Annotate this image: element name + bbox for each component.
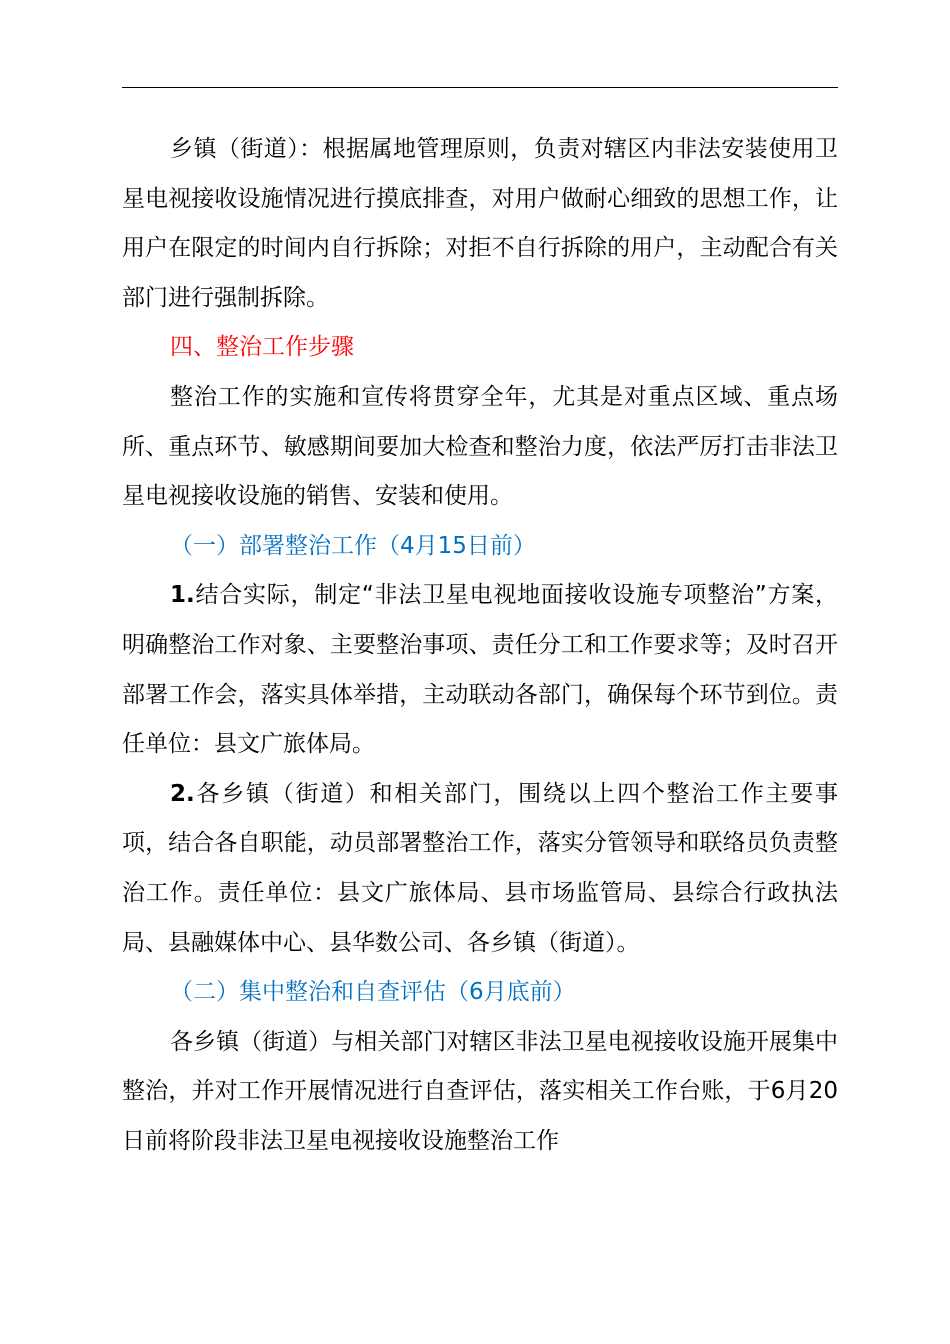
section-heading-steps: 四、整治工作步骤	[170, 334, 354, 361]
paragraph-item-1	[122, 571, 838, 769]
item-text-2: 各乡镇（街道）和相关部门，围绕以上四个整治工作主要事项，结合各自职能，动员部署整治工作，落实分管领导和联络员负责整治工作。责任单位：县文广旅体局、县市场监管局、县综合行政执法局、县融媒体中心、县华数公司、各乡镇（街道）。	[122, 780, 838, 956]
subheading-concentrated: （二）集中整治和自查评估（6月底前）	[170, 979, 576, 1006]
subheading-deploy: （一）部署整治工作（4月15日前）	[170, 532, 536, 559]
paragraph-concentrated: 各乡镇（街道）与相关部门对辖区非法卫星电视接收设施开展集中整治，并对工作开展情况进行自查评估，落实相关工作台账，于6月20日前将阶段非法卫星电视接收设施整治工作	[122, 1028, 838, 1154]
item-number-2: 2.	[170, 780, 195, 807]
document-body	[122, 125, 838, 1166]
paragraph-township-duty: 乡镇（街道）：根据属地管理原则，负责对辖区内非法安装使用卫星电视接收设施情况进行摸底排查，对用户做耐心细致的思想工作，让用户在限定的时间内自行拆除；对拒不自行拆除的用户，主动配合有关部门进行强制拆除。	[122, 136, 838, 311]
header-rule	[122, 87, 838, 88]
item-number-1: 1.	[170, 582, 195, 609]
item-text-1: 结合实际，制定“非法卫星电视地面接收设施专项整治”方案，明确整治工作对象、主要整治事项、责任分工和工作要求等；及时召开部署工作会，落实具体举措，主动联动各部门，确保每个环节到位。责任单位：县文广旅体局。	[122, 582, 838, 758]
paragraph-item-2	[122, 770, 838, 968]
paragraph-steps-intro: 整治工作的实施和宣传将贯穿全年，尤其是对重点区域、重点场所、重点环节、敏感期间要加大检查和整治力度，依法严厉打击非法卫星电视接收设施的销售、安装和使用。	[122, 383, 838, 510]
